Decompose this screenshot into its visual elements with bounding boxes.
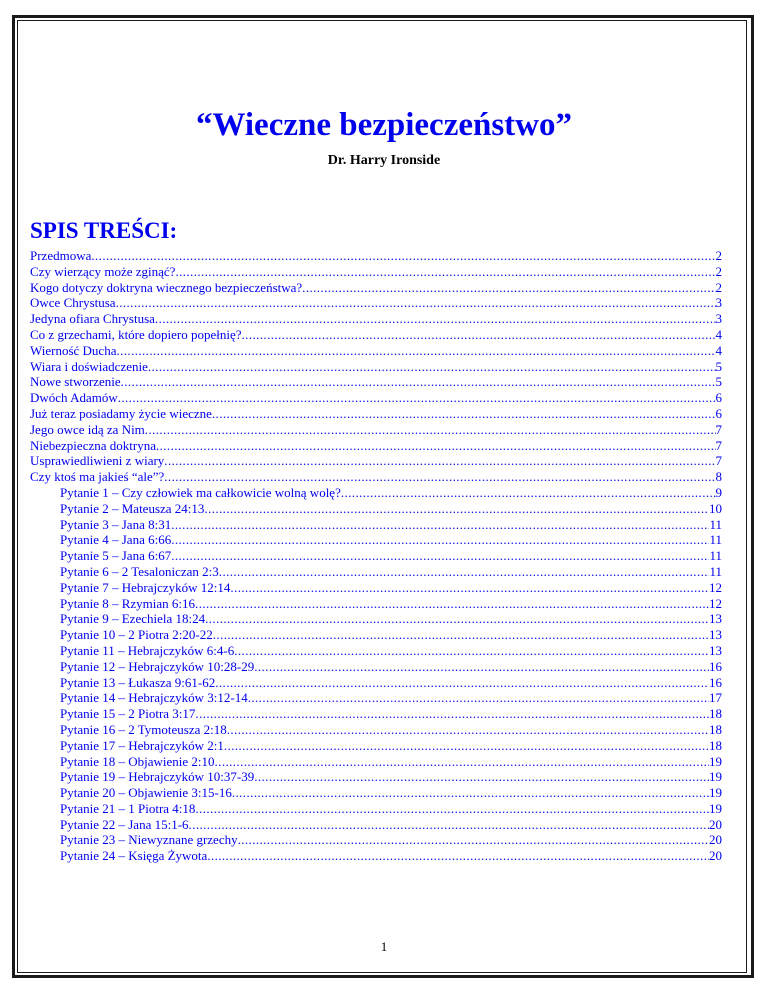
toc-entry-title: Owce Chrystusa [30, 295, 116, 311]
toc-dot-leader [145, 422, 716, 438]
toc-entry[interactable] [30, 706, 722, 722]
toc-dot-leader [215, 675, 709, 691]
toc-dot-leader [213, 627, 709, 643]
toc-dot-leader [242, 327, 716, 343]
toc-entry-page: 13 [709, 642, 722, 658]
toc-dot-leader [215, 754, 709, 770]
toc-entry-title: Pytanie 16 – 2 Tymoteusza 2:18 [60, 721, 227, 737]
toc-entry[interactable] [30, 501, 722, 517]
toc-entry-page: 6 [715, 405, 722, 421]
toc-entry[interactable] [30, 248, 722, 264]
toc-entry-title: Pytanie 24 – Księga Żywota [60, 848, 208, 864]
toc-entry[interactable] [30, 406, 722, 422]
toc-entry-page: 5 [715, 358, 722, 374]
toc-dot-leader [171, 548, 709, 564]
toc-entry-title: Jego owce idą za Nim [30, 421, 145, 437]
toc-entry[interactable] [30, 785, 722, 801]
toc-entry-page: 19 [709, 753, 722, 769]
toc-entry[interactable] [30, 548, 722, 564]
toc-entry-page: 16 [709, 658, 722, 674]
toc-entry[interactable] [30, 690, 722, 706]
toc-entry-page: 7 [715, 421, 722, 437]
toc-entry-page: 2 [715, 279, 722, 295]
toc-entry[interactable] [30, 627, 722, 643]
toc-dot-leader [116, 295, 716, 311]
toc-entry[interactable] [30, 643, 722, 659]
toc-entry[interactable] [30, 564, 722, 580]
toc-dot-leader [227, 722, 709, 738]
toc-dot-leader [254, 659, 709, 675]
toc-entry[interactable] [30, 422, 722, 438]
toc-entry-page: 19 [709, 769, 722, 785]
toc-dot-leader [118, 390, 716, 406]
toc-entry-page: 20 [709, 848, 722, 864]
toc-entry[interactable] [30, 295, 722, 311]
toc-entry-title: Kogo dotyczy doktryna wiecznego bezpieczeństwa? [30, 279, 303, 295]
toc-entry-page: 12 [709, 579, 722, 595]
toc-entry-page: 17 [709, 690, 722, 706]
toc-dot-leader [189, 817, 709, 833]
toc-entry[interactable] [30, 343, 722, 359]
toc-dot-leader [230, 580, 709, 596]
toc-entry-title: Jedyna ofiara Chrystusa [30, 311, 155, 327]
toc-dot-leader [155, 311, 716, 327]
toc-dot-leader [195, 706, 709, 722]
toc-entry-title: Nowe stworzenie [30, 374, 121, 390]
toc-entry[interactable] [30, 390, 722, 406]
page-number: 1 [380, 939, 388, 954]
toc-entry-title: Pytanie 17 – Hebrajczyków 2:1 [60, 737, 224, 753]
toc-entry[interactable] [30, 374, 722, 390]
toc-entry-title: Pytanie 2 – Mateusza 24:13 [60, 500, 205, 516]
toc-entry-title: Pytanie 4 – Jana 6:66 [60, 532, 172, 548]
toc-entry-title: Pytanie 7 – Hebrajczyków 12:14 [60, 579, 231, 595]
toc-entry-title: Pytanie 23 – Niewyznane grzechy [60, 832, 238, 848]
toc-dot-leader [254, 769, 709, 785]
toc-entry-title: Pytanie 6 – 2 Tesaloniczan 2:3 [60, 563, 219, 579]
toc-dot-leader [91, 248, 715, 264]
toc-dot-leader [212, 406, 716, 422]
toc-entry-title: Pytanie 19 – Hebrajczyków 10:37-39 [60, 769, 255, 785]
toc-dot-leader [195, 801, 709, 817]
toc-entry-page: 13 [709, 611, 722, 627]
toc-entry-title: Czy ktoś ma jakieś “ale”? [30, 469, 165, 485]
toc-entry-title: Pytanie 22 – Jana 15:1-6 [60, 816, 189, 832]
toc-dot-leader [205, 611, 709, 627]
toc-dot-leader [204, 501, 709, 517]
toc-entry-page: 7 [715, 437, 722, 453]
toc-entry-page: 20 [709, 832, 722, 848]
toc-entry-title: Dwóch Adamów [30, 390, 118, 406]
toc-entry[interactable] [30, 453, 722, 469]
toc-entry-title: Przedmowa [30, 248, 92, 263]
toc-dot-leader [156, 438, 716, 454]
toc-entry[interactable] [30, 754, 722, 770]
toc-entry-page: 11 [709, 532, 722, 548]
toc-dot-leader [148, 359, 716, 375]
toc-entry-page: 11 [709, 548, 722, 564]
toc-dot-leader [238, 832, 709, 848]
toc-entry-page: 20 [709, 816, 722, 832]
toc-dot-leader [195, 596, 709, 612]
document-title: “Wieczne bezpieczeństwo” [195, 107, 573, 143]
toc-entry-title: Pytanie 8 – Rzymian 6:16 [60, 595, 196, 611]
toc-entry-title: Pytanie 21 – 1 Piotra 4:18 [60, 800, 196, 816]
toc-entry-page: 12 [709, 595, 722, 611]
toc-entry[interactable] [30, 311, 722, 327]
toc-entry-page: 4 [715, 326, 722, 342]
toc-entry-page: 3 [715, 295, 722, 311]
toc-entry-title: Już teraz posiadamy życie wieczne [30, 405, 212, 421]
toc-entry-title: Pytanie 5 – Jana 6:67 [60, 548, 172, 564]
toc-entry-page: 11 [709, 563, 722, 579]
toc-entry-title: Wierność Ducha [30, 342, 117, 358]
toc-entry[interactable] [30, 359, 722, 375]
table-of-contents [30, 248, 722, 864]
toc-entry-page: 18 [709, 737, 722, 753]
toc-entry-page: 19 [709, 800, 722, 816]
toc-entry-title: Pytanie 1 – Czy człowiek ma całkowicie wolną wolę? [60, 484, 341, 500]
toc-entry-page: 5 [715, 374, 722, 390]
document-author: Dr. Harry Ironside [327, 153, 441, 168]
toc-entry[interactable] [30, 327, 722, 343]
toc-entry-page: 13 [709, 627, 722, 643]
toc-entry-page: 10 [709, 500, 722, 516]
toc-entry[interactable] [30, 848, 722, 864]
toc-dot-leader [341, 485, 716, 501]
toc-entry[interactable] [30, 832, 722, 848]
toc-entry-title: Pytanie 13 – Łukasza 9:61-62 [60, 674, 216, 690]
toc-entry-page: 18 [709, 721, 722, 737]
toc-dot-leader [224, 738, 709, 754]
toc-entry[interactable] [30, 596, 722, 612]
toc-entry-page: 8 [715, 469, 722, 485]
toc-entry-page: 11 [709, 516, 722, 532]
toc-entry-page: 16 [709, 674, 722, 690]
toc-entry-title: Pytanie 9 – Ezechiela 18:24 [60, 611, 206, 627]
toc-entry[interactable] [30, 532, 722, 548]
toc-dot-leader [302, 280, 715, 296]
toc-entry[interactable] [30, 769, 722, 785]
toc-entry-page: 9 [715, 484, 722, 500]
toc-entry[interactable] [30, 517, 722, 533]
toc-entry-title: Pytanie 12 – Hebrajczyków 10:28-29 [60, 658, 255, 674]
toc-dot-leader [121, 374, 716, 390]
toc-entry[interactable] [30, 738, 722, 754]
toc-entry-title: Pytanie 14 – Hebrajczyków 3:12-14 [60, 690, 248, 706]
toc-entry[interactable] [30, 438, 722, 454]
toc-entry-title: Pytanie 15 – 2 Piotra 3:17 [60, 706, 196, 722]
toc-entry-page: 4 [715, 342, 722, 358]
toc-entry-title: Pytanie 18 – Objawienie 2:10 [60, 753, 215, 769]
toc-dot-leader [234, 643, 709, 659]
toc-entry-title: Pytanie 11 – Hebrajczyków 6:4-6 [60, 642, 235, 658]
toc-entry-page: 18 [709, 706, 722, 722]
toc-entry-title: Pytanie 20 – Objawienie 3:15-16 [60, 785, 232, 801]
toc-entry-page: 3 [715, 311, 722, 327]
toc-entry[interactable] [30, 469, 722, 485]
toc-entry-page: 6 [715, 390, 722, 406]
toc-dot-leader [116, 343, 715, 359]
toc-dot-leader [207, 848, 709, 864]
toc-dot-leader [175, 264, 715, 280]
toc-entry[interactable] [30, 801, 722, 817]
toc-entry-title: Co z grzechami, które dopiero popełnię? [30, 326, 242, 342]
toc-entry[interactable] [30, 485, 722, 501]
toc-dot-leader [232, 785, 709, 801]
toc-entry-page: 2 [715, 263, 722, 279]
toc-entry-title: Niebezpieczna doktryna [30, 437, 156, 453]
toc-entry-title: Pytanie 3 – Jana 8:31 [60, 516, 172, 532]
toc-dot-leader [171, 532, 709, 548]
toc-entry[interactable] [30, 659, 722, 675]
toc-dot-leader [248, 690, 709, 706]
toc-dot-leader [164, 453, 715, 469]
toc-entry[interactable] [30, 611, 722, 627]
toc-entry-title: Usprawiedliwieni z wiary [30, 453, 165, 469]
toc-entry[interactable] [30, 675, 722, 691]
toc-dot-leader [164, 469, 715, 485]
toc-entry[interactable] [30, 580, 722, 596]
toc-entry-title: Czy wierzący może zginąć? [30, 263, 176, 279]
toc-entry[interactable] [30, 817, 722, 833]
toc-entry[interactable] [30, 280, 722, 296]
toc-heading: SPIS TREŚCI: [30, 218, 178, 243]
toc-entry[interactable] [30, 264, 722, 280]
toc-entry-page: 19 [709, 785, 722, 801]
toc-dot-leader [171, 517, 709, 533]
toc-entry-title: Wiara i doświadczenie [30, 358, 148, 374]
toc-dot-leader [219, 564, 710, 580]
toc-entry-title: Pytanie 10 – 2 Piotra 2:20-22 [60, 627, 213, 643]
toc-entry[interactable] [30, 722, 722, 738]
toc-entry-page: 2 [715, 248, 722, 263]
toc-entry-page: 7 [715, 453, 722, 469]
